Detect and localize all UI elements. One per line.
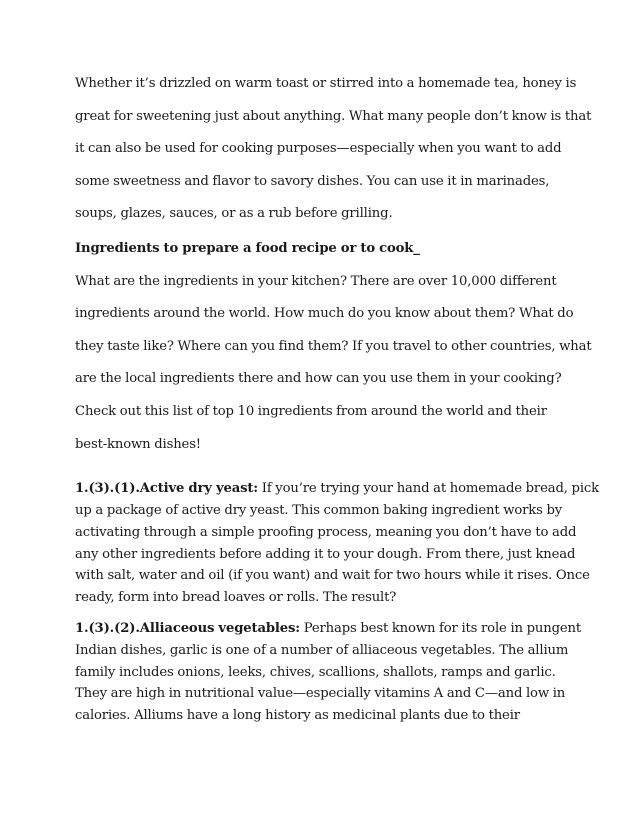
item-line: Indian dishes, garlic is one of a number of alliaceous vegetables. The allium [75,642,569,658]
intro-paragraph [75,68,592,231]
overview-line: What are the ingredients in your kitchen? There are over 10,000 different [75,273,557,289]
overview-line: best-known dishes! [75,436,201,452]
overview-paragraph [75,266,592,462]
item-first-line [75,618,582,640]
item-paragraph-yeast [75,478,599,609]
document-body [75,68,599,727]
item-paragraph-alliaceous [75,618,582,727]
item-title: 1.(3).(1).Active dry yeast: [75,481,259,497]
item-title: 1.(3).(2).Alliaceous vegetables: [75,620,300,636]
paragraph-gap [75,461,575,478]
intro-line: some sweetness and flavor to savory dishes. You can use it in marinades, [75,173,550,189]
item-line: calories. Alliums have a long history as medicinal plants due to their [75,708,520,724]
item-first-line-text: If you’re trying your hand at homemade bread, pick [258,481,599,497]
item-line: family includes onions, leeks, chives, scallions, shallots, ramps and garlic. [75,664,556,680]
overview-line: are the local ingredients there and how can you use them in your cooking? [75,371,562,387]
section-heading: Ingredients to prepare a food recipe or to cook_ [75,240,420,256]
paragraph-gap [75,609,575,618]
item-line: up a package of active dry yeast. This common baking ingredient works by [75,502,563,518]
item-first-line-text: Perhaps best known for its role in pungent [300,620,582,636]
overview-line: ingredients around the world. How much do you know about them? What do [75,306,574,322]
overview-line: they taste like? Where can you find them? If you travel to other countries, what [75,338,592,354]
item-line: They are high in nutritional value—especially vitamins A and C—and low in [75,686,566,702]
intro-line: it can also be used for cooking purposes—especially when you want to add [75,141,562,157]
intro-line: soups, glazes, sauces, or as a rub before grilling. [75,206,393,222]
item-line: ready, form into bread loaves or rolls. The result? [75,590,397,606]
intro-line: great for sweetening just about anything. What many people don’t know is that [75,108,592,124]
item-line: with salt, water and oil (if you want) and wait for two hours while it rises. Once [75,568,590,584]
item-line: any other ingredients before adding it to your dough. From there, just knead [75,546,576,562]
item-first-line [75,478,599,500]
intro-line: Whether it’s drizzled on warm toast or stirred into a homemade tea, honey is [75,76,577,91]
overview-line: Check out this list of top 10 ingredients from around the world and their [75,403,547,419]
item-line: activating through a simple proofing process, meaning you don’t have to add [75,524,577,540]
